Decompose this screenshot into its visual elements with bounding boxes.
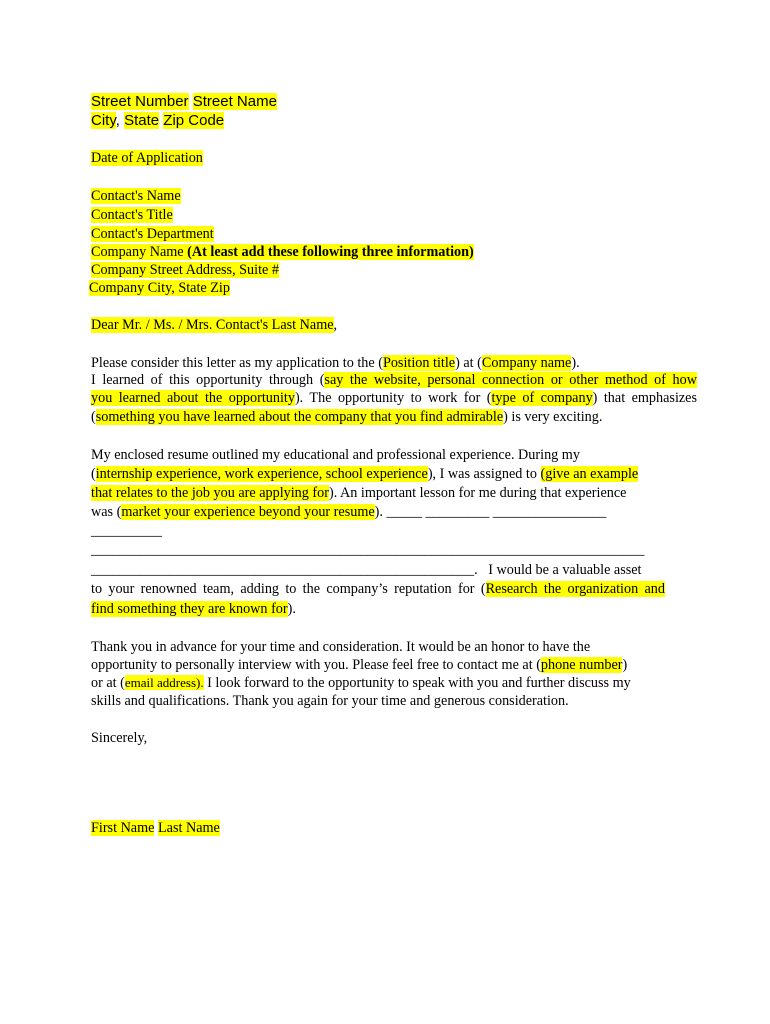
- p1-line-1: [91, 354, 580, 372]
- p3-text: ): [622, 657, 628, 673]
- recipient-title-line: [91, 206, 173, 224]
- recipient-city-line: [89, 279, 230, 297]
- contact-name: Contact's Name: [91, 188, 181, 204]
- p2-line-2: [91, 465, 638, 483]
- p2-line-7: [91, 561, 642, 579]
- contact-department: Contact's Department: [91, 226, 214, 242]
- p1-text: ).: [571, 355, 580, 371]
- p2-line-4: [91, 503, 606, 521]
- p2-line-1: [91, 446, 580, 464]
- p2-text: ______________________________________________________. I would be a valuable asset: [91, 562, 642, 578]
- last-name: Last Name: [158, 820, 220, 836]
- position-title: Position title: [382, 355, 456, 371]
- signature-line: [91, 819, 220, 837]
- p2-blank: ______________________________________________________________________________: [91, 542, 645, 558]
- experience-type: internship experience, work experience, school experience: [95, 466, 428, 482]
- p2-line-8: [91, 580, 665, 598]
- p2-line-9: [91, 600, 296, 618]
- learned-method: say the website, personal connection or other method of how: [324, 372, 697, 388]
- city: City: [91, 112, 116, 129]
- date-line: [91, 149, 203, 167]
- admirable-thing: something you have learned about the company that you find admirable: [95, 409, 504, 425]
- p2-line-6: [91, 541, 644, 559]
- p3-line-1: [91, 638, 590, 656]
- p1-line-3: [91, 389, 697, 407]
- salutation: Dear Mr. / Ms. / Mrs. Contact's Last Name: [91, 317, 334, 333]
- learned-method-cont: you learned about the opportunity: [91, 390, 295, 406]
- recipient-department-line: [91, 225, 214, 243]
- p2-text: My enclosed resume outlined my educational and professional experience. During my: [91, 447, 580, 463]
- p3-line-2: [91, 656, 627, 674]
- company-note: (At least add these following three information): [187, 244, 474, 260]
- p3-text: or at (: [91, 675, 125, 691]
- p3-text: opportunity to personally interview with you. Please feel free to contact me at (: [91, 657, 541, 673]
- closing-text: Sincerely,: [91, 730, 148, 746]
- research-placeholder-cont: find something they are known for: [91, 601, 288, 617]
- research-placeholder: Research the organization and: [485, 581, 665, 597]
- p3-text: I look forward to the opportunity to speak with you and further discuss my: [203, 675, 631, 691]
- phone-number: phone number: [540, 657, 623, 673]
- p1-text: ). The opportunity to work for (: [294, 390, 492, 406]
- p1-line-4: [91, 408, 602, 426]
- salutation-line: [91, 316, 337, 334]
- company-name: Company name: [481, 355, 572, 371]
- p1-line-2: [91, 371, 697, 389]
- company-city: Company City, State Zip: [89, 280, 230, 296]
- p2-text: ).: [287, 601, 296, 617]
- email-address: email address).: [124, 675, 204, 690]
- first-name: First Name: [91, 820, 155, 836]
- p1-text: I learned of this opportunity through (: [91, 372, 325, 388]
- company-name-label: Company Name: [91, 244, 188, 260]
- recipient-name-line: [91, 187, 181, 205]
- city-comma: ,: [115, 112, 125, 129]
- p2-text: ), I was assigned to: [427, 466, 541, 482]
- p1-text: (: [91, 409, 96, 425]
- type-of-company: type of company: [491, 390, 593, 406]
- p2-line-3: [91, 484, 626, 502]
- p2-blank: __________: [91, 523, 162, 539]
- p3-line-3: [91, 674, 631, 692]
- p1-text: ) at (: [455, 355, 482, 371]
- street-number: Street Number: [91, 93, 189, 110]
- state: State: [124, 112, 160, 129]
- example-placeholder-cont: that relates to the job you are applying for: [91, 485, 329, 501]
- p2-blank: ). _____ _________ ________________: [374, 504, 607, 520]
- sender-street-line: [91, 93, 277, 111]
- p2-text: ). An important lesson for me during that experience: [328, 485, 627, 501]
- closing: [91, 729, 147, 747]
- zip-code: Zip Code: [163, 112, 225, 129]
- contact-title: Contact's Title: [91, 207, 173, 223]
- p2-text: (: [91, 466, 96, 482]
- p2-line-5: [91, 522, 162, 540]
- p2-text: was (: [91, 504, 122, 520]
- p1-text: ) that emphasizes: [592, 390, 697, 406]
- company-street: Company Street Address, Suite #: [91, 262, 279, 278]
- sender-city-line: [91, 112, 224, 130]
- p1-text: Please consider this letter as my application to the (: [91, 355, 383, 371]
- date-of-application: Date of Application: [91, 150, 203, 166]
- recipient-street-line: [91, 261, 279, 279]
- p3-text: skills and qualifications. Thank you again for your time and generous consideration.: [91, 693, 569, 709]
- example-placeholder: (give an example: [540, 466, 639, 482]
- market-experience: market your experience beyond your resume: [121, 504, 375, 520]
- p3-line-4: [91, 692, 569, 710]
- p1-text: ) is very exciting.: [503, 409, 603, 425]
- street-name: Street Name: [192, 93, 277, 110]
- p2-text: to your renowned team, adding to the company’s reputation for (: [91, 581, 486, 597]
- recipient-company-line: [91, 243, 474, 261]
- p3-text: Thank you in advance for your time and consideration. It would be an honor to have the: [91, 639, 591, 655]
- salutation-comma: ,: [333, 317, 338, 333]
